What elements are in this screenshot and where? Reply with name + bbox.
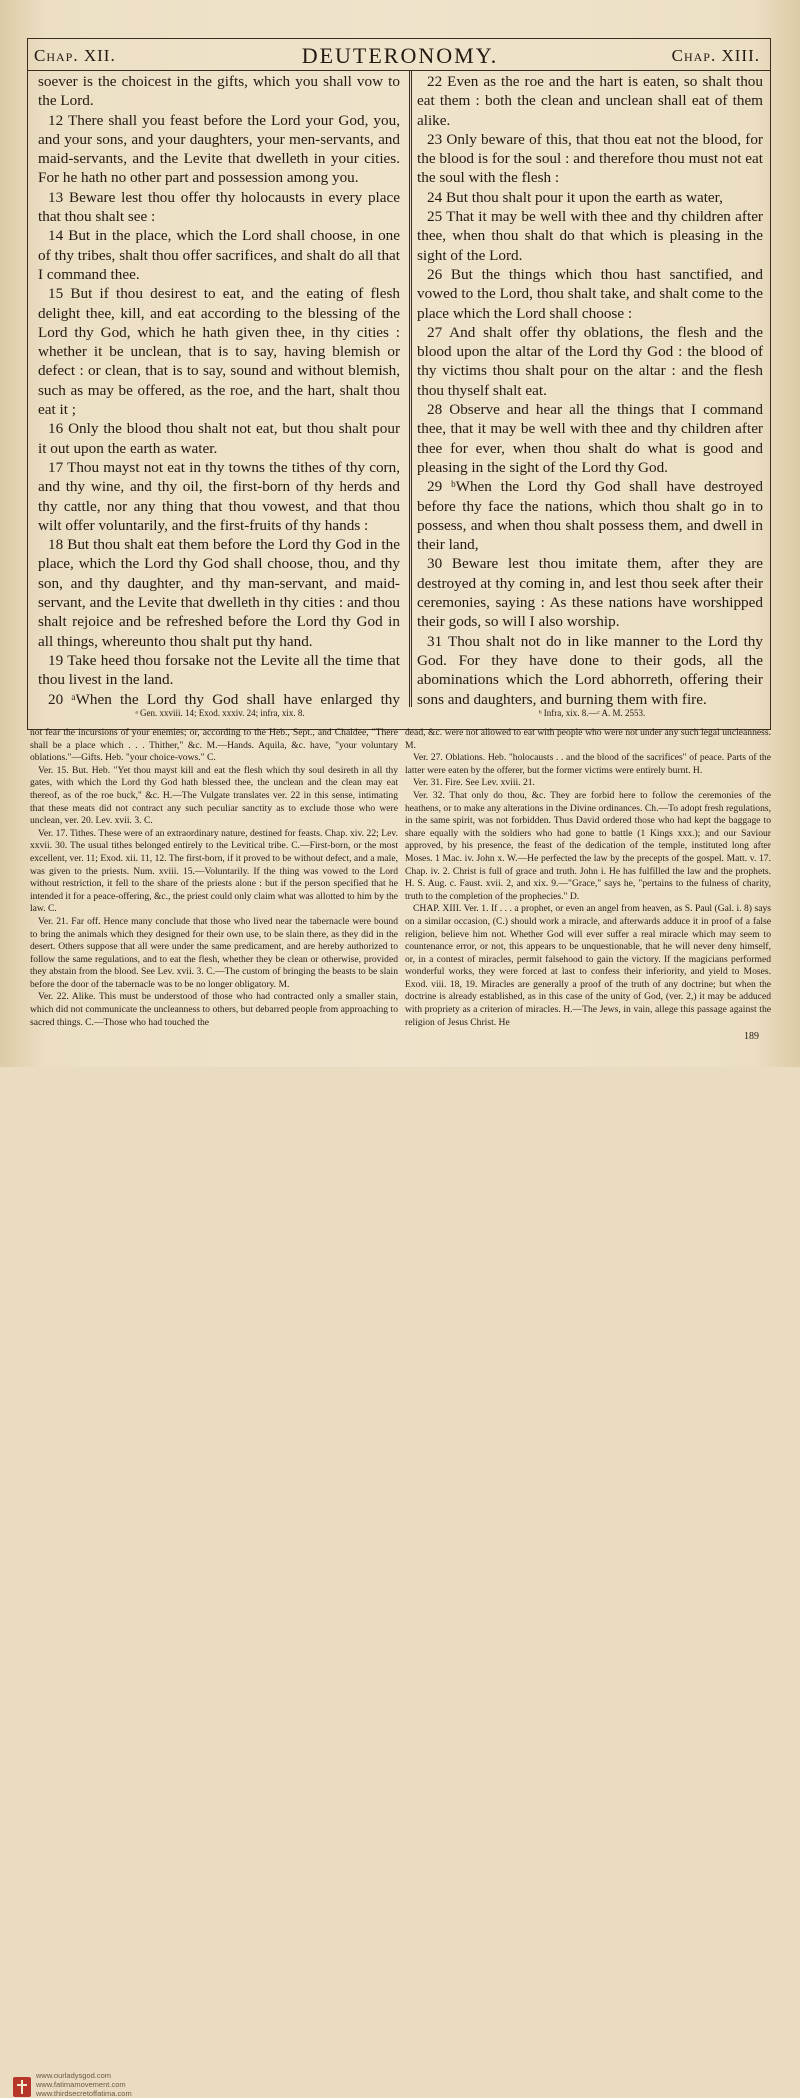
- verse-text: 16 Only the blood thou shalt not eat, but thou shalt pour it out upon the earth as water.: [38, 420, 400, 457]
- commentary-paragraph: Ver. 27. Oblations. Heb. "holocausts . . and the blood of the sacrifices" of peace. Parts of the latter were eaten by the offerer, but the former victims were entirely burnt. H.: [405, 752, 771, 776]
- fatima-logo-icon: [12, 2076, 32, 2098]
- header-book-title: DEUTERONOMY.: [301, 43, 499, 68]
- verse-text: 31 Thou shalt not do in like manner to the Lord thy God. For they have done to their gods, all the abominations which the Lord abhorreth, offering their sons and daughters, and burning them with fire.: [417, 632, 763, 708]
- cross-reference-right: ᵇ Infra, xix. 8.—ᶜ A. M. 2553.: [538, 708, 646, 718]
- verse-text: 29 ᵇWhen the Lord thy God shall have destroyed before thy face the nations, which thou shalt go in to possess, and when thou shalt possess them, and dwell in their land,: [417, 478, 763, 554]
- commentary-paragraph: not fear the incursions of your enemies; or, according to the Heb., Sept., and Chaldee, "There shall be a place which . . . Thither," &c. M.—Hands. Aquila, &c. have, "your voluntary oblations."—Gifts. Heb. "your choice-vows." C.: [30, 727, 398, 764]
- verse-text: 26 But the things which thou hast sanctified, and vowed to the Lord, thou shalt take, and shalt come to the place which the Lord shall choose :: [417, 265, 763, 322]
- watermark-url[interactable]: www.thirdsecretoffatima.com: [36, 2089, 132, 2098]
- watermark-urls: [36, 2071, 132, 2098]
- commentary-paragraph: Ver. 15. But. Heb. "Yet thou mayst kill and eat the flesh which thy soul desireth in all thy gates, with which the Lord thy God hath blessed thee, the unclean and the clean may eat thereof, as of the roe buck," &c. H.—The Vulgate translates ver. 22 in this sense, intimating that these meats did not contract any such peculiar sanctity as to exclude those who were unclean, ver. 20. Lev. xvii. 3. C.: [30, 764, 398, 827]
- commentary-paragraph: Ver. 21. Far off. Hence many conclude that those who lived near the tabernacle were bound to bring the animals which they designed for their own use, to be slain there, as they did in the desert. Others suppose that all were under the same predicament, and are hereby authorized to follow the same regulations, and to eat the flesh, whether they be clean or otherwise, provided they abstain from the blood. See Lev. xvii. 3. C.—The custom of bringing the beasts to be slain before the door of the tabernacle was to be no longer obligatory. M.: [30, 915, 398, 990]
- header-chapter-right: Chap. XIII.: [671, 46, 760, 65]
- verse-text: 14 But in the place, which the Lord shall choose, in one of thy tribes, shalt thou offer sacrifices, and shalt do all that I command thee.: [38, 227, 400, 283]
- verse-text: soever is the choicest in the gifts, which you shall vow to the Lord.: [38, 73, 400, 110]
- verse-text: 18 But thou shalt eat them before the Lord thy God in the place, which the Lord thy God shall choose, thou, and thy son, and thy daughter, and thy man-servant, and maid-servant, and the Levite that dwelleth in thy cities : and thou shalt rejoice and be refreshed before the Lord thy God in all things, whereunto thou shalt put thy hand.: [38, 536, 400, 650]
- commentary-left: [30, 727, 398, 1037]
- commentary-paragraph: Ver. 17. Tithes. These were of an extraordinary nature, destined for feasts. Chap. xiv. 22; Lev. xxvii. 30. The usual tithes belonged entirely to the Levitical tribe. C.—First-born, or the most excellent, ver. 11; Exod. xii. 11, 12. The first-born, if it proved to be without defect, and a male, was given to the priests. Num. xviii. 15.—Voluntarily. If the thing was vowed to the Lord without restriction, it fell to the share of the priests alone : but if the person specified that he intended it for a peace-offering, &c., the priest could only claim what was allotted to him by the law. C.: [30, 827, 398, 915]
- verse-text: 27 And shalt offer thy oblations, the flesh and the blood upon the altar of the Lord thy God : the blood of thy victims thou shalt pour on the altar : and the flesh thou thyself shalt eat.: [417, 323, 763, 399]
- verse-text: 24 But thou shalt pour it upon the earth as water,: [427, 188, 723, 206]
- verse-text: 20 ᵃWhen the Lord thy God shall have enlarged thy: [48, 690, 400, 708]
- watermark-url[interactable]: www.fatimamovement.com: [36, 2080, 126, 2089]
- verse-text: 25 That it may be well with thee and thy children after thee, when thou shalt do that which is pleasing in the sight of the Lord.: [417, 208, 763, 264]
- verse-text: 23 Only beware of this, that thou eat not the blood, for the blood is for the soul : and therefore thou must not eat the soul with the flesh :: [417, 130, 763, 187]
- header-chapter-left: Chap. XII.: [34, 46, 116, 65]
- right-column: [417, 72, 763, 708]
- column-divider: [409, 71, 410, 707]
- running-header: [30, 40, 770, 70]
- verse-text: 13 Beware lest thou offer thy holocausts in every place that thou shalt see :: [38, 188, 400, 226]
- left-column: [38, 72, 400, 708]
- header-rule: [27, 70, 771, 71]
- verse-text: 22 Even as the roe and the hart is eaten, so shalt thou eat them : both the clean and unclean shall eat of them alike.: [417, 73, 763, 129]
- commentary-right: [405, 727, 771, 1037]
- verse-text: 19 Take heed thou forsake not the Levite all the time that thou livest in the land.: [38, 651, 400, 689]
- commentary-paragraph: dead, &c. were not allowed to eat with people who were not under any such legal uncleanness. M.: [405, 727, 771, 751]
- verse-text: 15 But if thou desirest to eat, and the eating of flesh delight thee, kill, and eat according to the blessing of the Lord thy God, which he hath given thee, in thy cities : whether it be unclean, that is to say, having blemish or defect : or clean, that is to say, sound and without blemish, such as may be offered, as the roe, and the hart, shalt thou eat it ;: [38, 285, 400, 419]
- verse-text: 30 Beware lest thou imitate them, after they are destroyed at thy coming in, and lest thou seek after their ceremonies, saying : As these nations have worshipped their gods, so will I also worship.: [417, 555, 763, 631]
- cross-reference-left: ᵃ Gen. xxviii. 14; Exod. xxxiv. 24; infra, xix. 8.: [135, 708, 305, 718]
- watermark-url[interactable]: www.ourladysgod.com: [36, 2071, 112, 2080]
- verse-text: 17 Thou mayst not eat in thy towns the tithes of thy corn, and thy wine, and thy oil, the first-born of thy herds and thy cattle, nor any thing that thou vowest, and that thou wilt offer voluntarily, and the first-fruits of thy hands :: [38, 458, 400, 534]
- commentary-paragraph: Ver. 32. That only do thou, &c. They are forbid here to follow the ceremonies of the heathens, or to make any alterations in the Divine ordinances. Ch.—To adopt fresh regulations, in the same spirit, was not forbidden. Thus David ordered those who had kept the baggage to share equally with the soldiers who had gone to battle (1 Kings xxx.); and our Saviour approved, by his presence, the feast of the dedication of the temple, instituted long after Moses. 1 Mac. iv. John x. W.—He perfected the law by the precepts of the gospel. Matt. v. 17. Chap. iv. 2. Christ is full of grace and truth. John i. He has fulfilled the law and the prophets. H. S. Aug. c. Faust. xvii. 2, and xix. 9.—"Grace," says he, "pertains to the fulness of charity, truth to the completion of the prophecies." D.: [405, 789, 771, 902]
- commentary-paragraph: Ver. 22. Alike. This must be understood of those who had contracted only a smaller stain, which did not communicate the uncleanness to others, but debarred people from approaching to sacred things. C.—Those who had touched the: [30, 991, 398, 1028]
- column-divider: [411, 71, 412, 707]
- verse-text: 28 Observe and hear all the things that I command thee, that it may be well with thee and thy children after thee for ever, when thou shalt do what is good and pleasing in the sight of the Lord thy God.: [417, 401, 763, 476]
- verse-text: 12 There shall you feast before the Lord your God, you, and your sons, and your daughters, your men-servants, and maid-servants, and the Levite that dwelleth in your cities. For he hath no other part and possession among you.: [38, 111, 400, 187]
- commentary-paragraph: Ver. 31. Fire. See Lev. xviii. 21.: [413, 777, 535, 789]
- commentary-paragraph: CHAP. XIII. Ver. 1. If . . . a prophet, or even an angel from heaven, as S. Paul (Gal. i. 8) says on a similar occasion, (C.) should work a miracle, and afterwards adduce it in proof of a false religion, believe him not. Whether God will ever suffer a real miracle which may seem to countenance error, or not, this appears to be unquestionable, that he will never deny himself, or, in a contest of miracles, permit falsehood to gain the victory. If the magicians performed wonderful works, they were forced at last to confess their inferiority, and yield to Moses. Exod. viii. 18, 19. Miracles are generally a proof of the truth of any doctrine; but when the doctrine is already established, as in this case of the unity of God, (ver. 2,) it may be adduced with propriety as a criterion of miracles. H.—The Jews, in vain, allege this passage against the religion of Jesus Christ. He: [405, 903, 771, 1028]
- page-number: 189: [744, 1031, 759, 1042]
